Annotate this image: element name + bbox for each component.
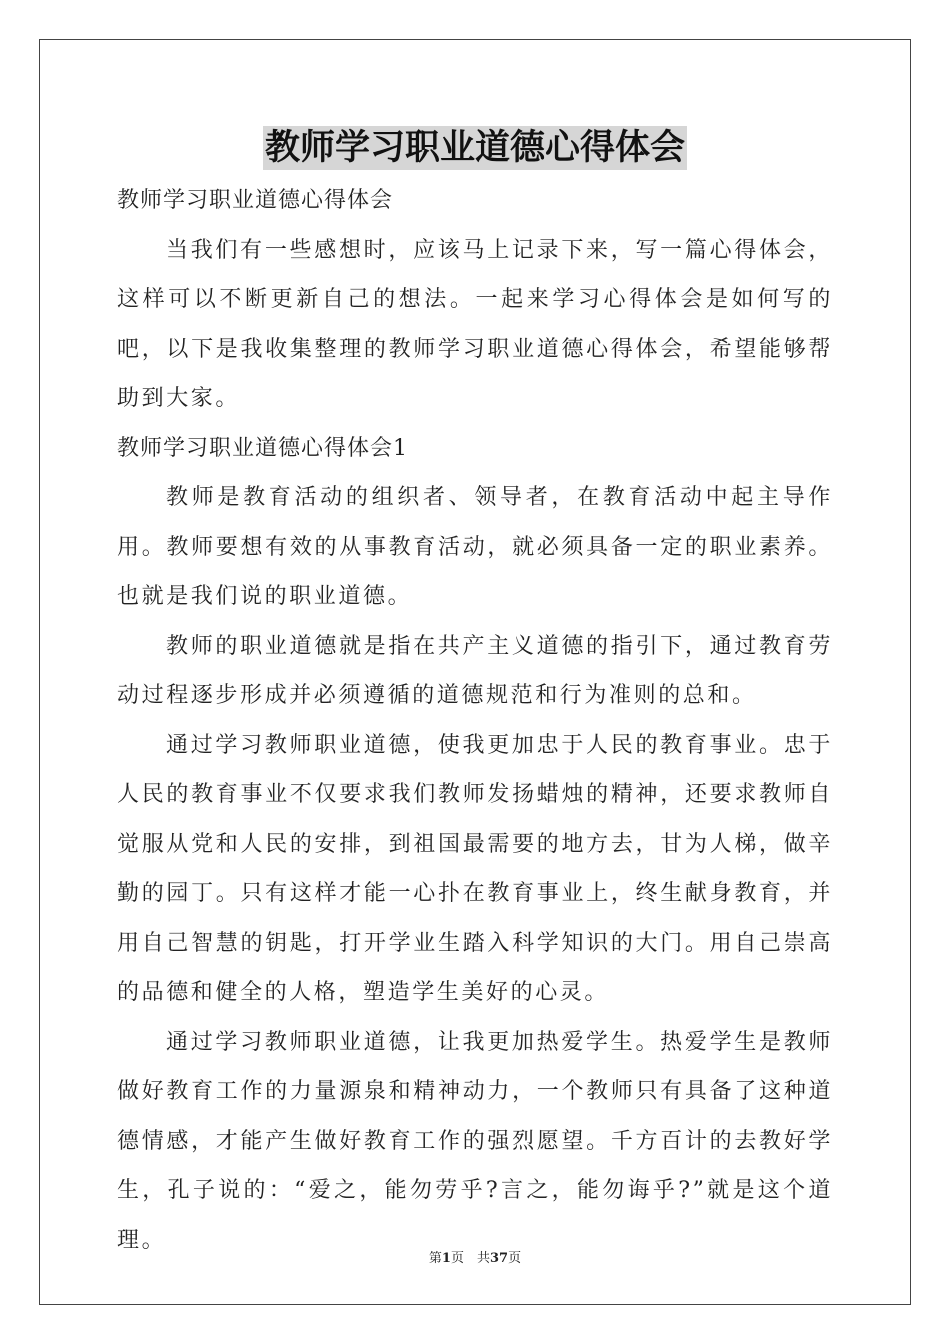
footer-page-number: 1 <box>441 1251 451 1266</box>
body-paragraph: 当我们有一些感想时，应该马上记录下来，写一篇心得体会，这样可以不断更新自己的想法。一起来学习心得体会是如何写的吧，以下是我收集整理的教师学习职业道德心得体会，希望能够帮助到大家。 <box>117 237 833 411</box>
body-paragraph: 通过学习教师职业道德，使我更加忠于人民的教育事业。忠于人民的教育事业不仅要求我们教师发扬蜡烛的精神，还要求教师自觉服从党和人民的安排，到祖国最需要的地方去，甘为人梯，做辛勤的园丁。只有这样才能一心扑在教育事业上，终生献身教育，并用自己智慧的钥匙，打开学业生踏入科学知识的大门。用自己崇高的品德和健全的人格，塑造学生美好的心灵。 <box>117 732 833 1005</box>
body-paragraph: 通过学习教师职业道德，让我更加热爱学生。热爱学生是教师做好教育工作的力量源泉和精神动力，一个教师只有具备了这种道德情感，才能产生做好教育工作的强烈愿望。千方百计的去教好学生，孔子说的：“爱之，能勿劳乎?言之，能勿诲乎?”就是这个道理。 <box>117 1029 833 1253</box>
title-container <box>0 126 950 170</box>
document-body <box>117 176 833 1265</box>
footer-middle: 页 共 <box>450 1251 490 1266</box>
section-heading: 教师学习职业道德心得体会1 <box>117 435 408 461</box>
page-footer <box>0 1247 950 1266</box>
footer-total-pages: 37 <box>489 1251 509 1266</box>
document-title: 教师学习职业道德心得体会 <box>264 128 685 168</box>
body-paragraph: 教师的职业道德就是指在共产主义道德的指引下，通过教育劳动过程逐步形成并必须遵循的道德规范和行为准则的总和。 <box>117 633 833 708</box>
section-heading: 教师学习职业道德心得体会 <box>117 188 394 213</box>
body-paragraph: 教师是教育活动的组织者、领导者，在教育活动中起主导作用。教师要想有效的从事教育活动，就必须具备一定的职业素养。也就是我们说的职业道德。 <box>117 485 833 609</box>
footer-prefix: 第 <box>428 1251 442 1266</box>
footer-suffix: 页 <box>508 1251 522 1266</box>
